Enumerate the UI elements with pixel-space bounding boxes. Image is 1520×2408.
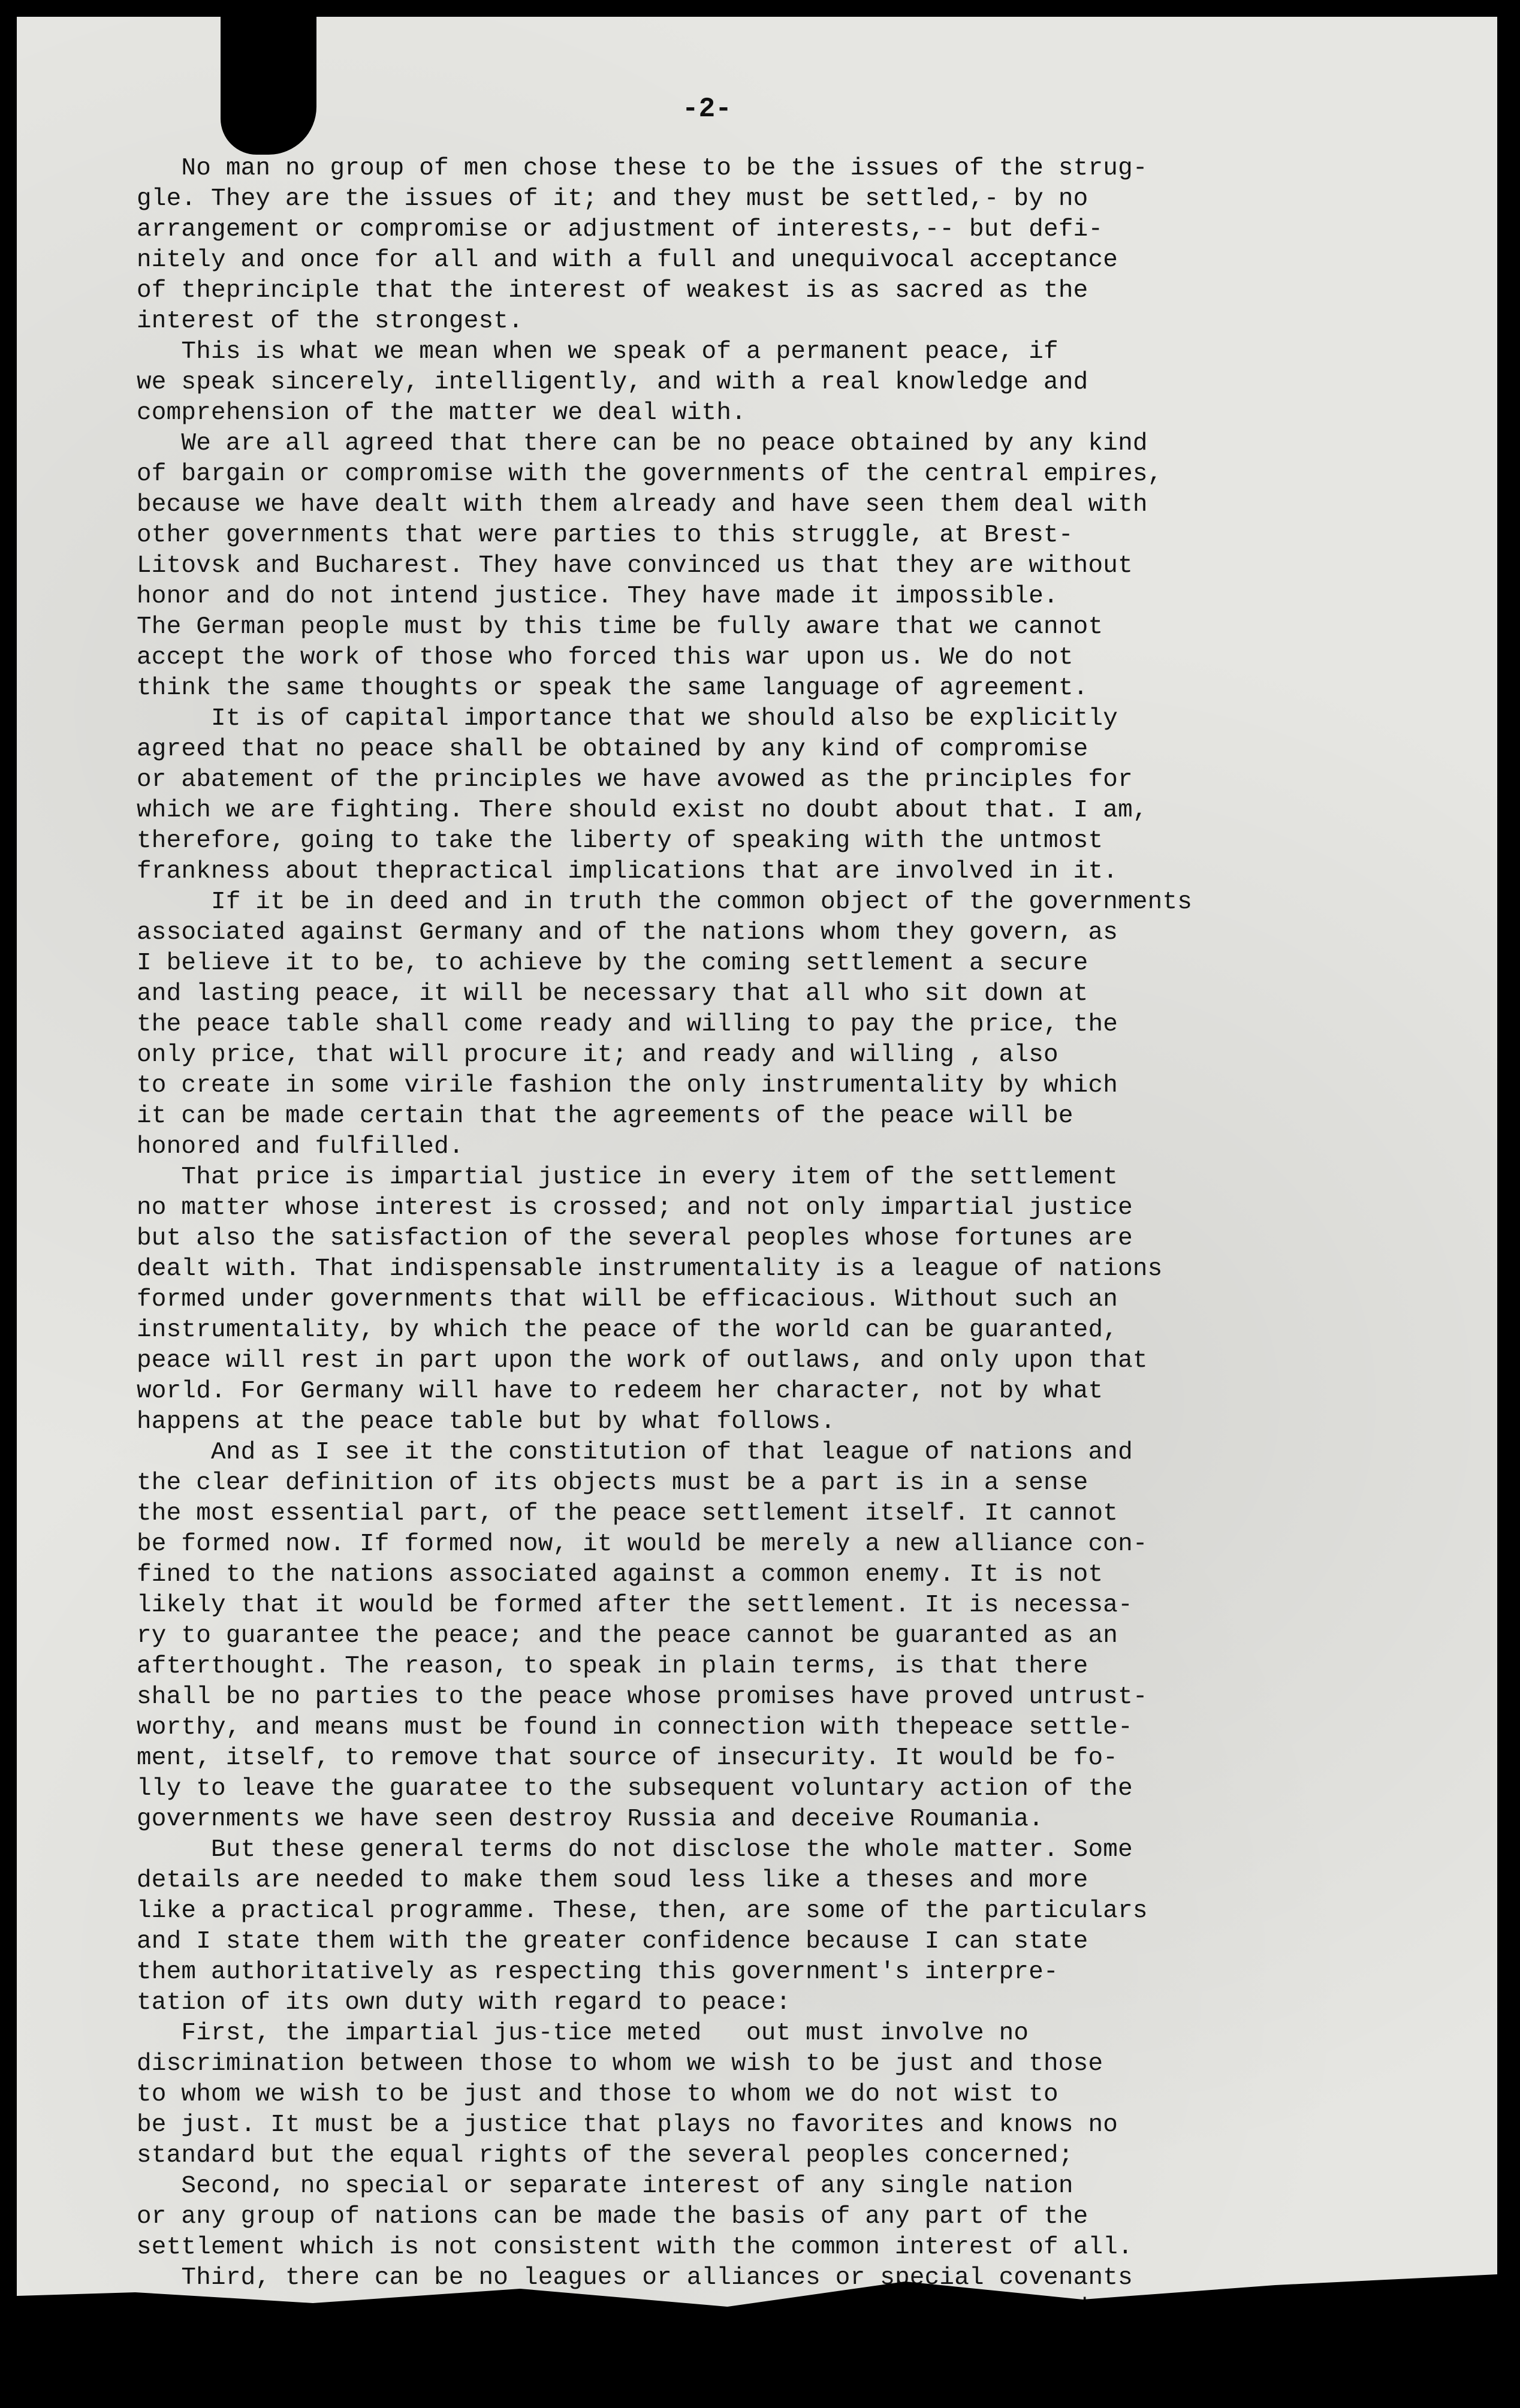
text-line: Third, there can be no leagues or alliances or special covenants — [137, 2264, 1133, 2292]
text-line: nitely and once for all and with a full and unequivocal acceptance — [137, 246, 1118, 274]
text-line: Litovsk and Bucharest. They have convinced us that they are without — [137, 552, 1133, 580]
text-line: likely that it would be formed after the settlement. It is necessa- — [137, 1592, 1133, 1619]
text-line: dealt with. That indispensable instrumentality is a league of nations — [137, 1255, 1163, 1283]
text-line: The German people must by this time be fully aware that we cannot — [137, 613, 1103, 641]
text-line: but also the satisfaction of the several peoples whose fortunes are — [137, 1225, 1133, 1252]
text-line: shall be no parties to the peace whose promises have proved untrust- — [137, 1683, 1148, 1711]
text-line: no matter whose interest is crossed; and not only impartial justice — [137, 1194, 1133, 1222]
text-line: of bargain or compromise with the governments of the central empires, — [137, 460, 1163, 488]
text-line: frankness about thepractical implications that are involved in it. — [137, 858, 1118, 885]
text-line: That price is impartial justice in every item of the settlement — [137, 1164, 1118, 1191]
text-line: other governments that were parties to this struggle, at Brest- — [137, 522, 1073, 549]
text-line: Second, no special or separate interest of any single nation — [137, 2172, 1073, 2200]
text-line: the clear definition of its objects must be a part is in a sense — [137, 1469, 1088, 1497]
text-line: peace will rest in part upon the work of outlaws, and only upon that — [137, 1347, 1148, 1375]
text-line: which we are fighting. There should exist no doubt about that. I am, — [137, 797, 1148, 824]
text-line: standard but the equal rights of the several peoples concerned; — [137, 2142, 1073, 2169]
text-line: the peace table shall come ready and willing to pay the price, the — [137, 1011, 1118, 1038]
text-line: worthy, and means must be found in connection with thepeace settle- — [137, 1714, 1133, 1741]
text-line: We are all agreed that there can be no peace obtained by any kind — [137, 430, 1148, 457]
text-line: only price, that will procure it; and ready and willing , also — [137, 1041, 1058, 1069]
text-line: world. For Germany will have to redeem her character, not by what — [137, 1378, 1103, 1405]
text-line: and I state them with the greater confidence because I can state — [137, 1928, 1088, 1955]
text-line: discrimination between those to whom we wish to be just and those — [137, 2050, 1103, 2078]
text-line: accept the work of those who forced this war upon us. We do not — [137, 644, 1073, 671]
text-line: settlement which is not consistent with the common interest of all. — [137, 2234, 1133, 2261]
text-line: because we have dealt with them already and have seen them deal with — [137, 491, 1148, 519]
text-line: them authoritatively as respecting this government's interpre- — [137, 1958, 1058, 1986]
text-line: formed under governments that will be efficacious. Without such an — [137, 1286, 1118, 1313]
text-line: to create in some virile fashion the only instrumentality by which — [137, 1072, 1118, 1099]
text-line: be just. It must be a justice that plays no favorites and knows no — [137, 2111, 1118, 2139]
text-line: interest of the strongest. — [137, 308, 523, 335]
text-line: And as I see it the constitution of that league of nations and — [137, 1439, 1133, 1466]
text-line: the most essential part, of the peace settlement itself. It cannot — [137, 1500, 1118, 1527]
text-line: This is what we mean when we speak of a permanent peace, if — [137, 338, 1058, 366]
text-line: honor and do not intend justice. They have made it impossible. — [137, 583, 1058, 610]
text-line: lly to leave the guaratee to the subsequent voluntary action of the — [137, 1775, 1133, 1803]
text-line: it can be made certain that the agreements of the peace will be — [137, 1102, 1073, 1130]
text-line: agreed that no peace shall be obtained by any kind of compromise — [137, 736, 1088, 763]
text-line: gle. They are the issues of it; and they must be settled,- by no — [137, 185, 1088, 213]
text-line: be formed now. If formed now, it would be merely a new alliance con- — [137, 1530, 1148, 1558]
text-line: to whom we wish to be just and those to whom we do not wist to — [137, 2081, 1058, 2108]
text-line: we speak sincerely, intelligently, and with a real knowledge and — [137, 369, 1088, 396]
text-line: think the same thoughts or speak the same language of agreement. — [137, 674, 1088, 702]
text-line: arrangement or compromise or adjustment of interests,-- but defi- — [137, 216, 1103, 243]
document-page — [17, 17, 1497, 2325]
text-line: of theprinciple that the interest of weakest is as sacred as the — [137, 277, 1088, 305]
page-number: -2- — [682, 94, 732, 125]
text-line: details are needed to make them soud less like a theses and more — [137, 1867, 1088, 1894]
text-line: But these general terms do not disclose the whole matter. Some — [137, 1836, 1133, 1864]
typed-text-body — [137, 153, 1443, 2324]
text-line: instrumentality, by which the peace of the world can be guaranted, — [137, 1316, 1118, 1344]
text-line: First, the impartial jus-tice meted out must involve no — [137, 2020, 1029, 2047]
text-line: No man no group of men chose these to be the issues of the strug- — [137, 155, 1148, 182]
text-line: therefore, going to take the liberty of speaking with the untmost — [137, 827, 1103, 855]
text-line: afterthought. The reason, to speak in plain terms, is that there — [137, 1653, 1088, 1680]
torn-corner — [221, 17, 316, 155]
text-line: ment, itself, to remove that source of insecurity. It would be fo- — [137, 1744, 1118, 1772]
text-line: ry to guarantee the peace; and the peace cannot be guaranted as an — [137, 1622, 1118, 1650]
text-line: If it be in deed and in truth the common object of the governments — [137, 888, 1193, 916]
text-line: comprehension of the matter we deal with. — [137, 399, 746, 427]
text-line: and lasting peace, it will be necessary that all who sit down at — [137, 980, 1088, 1008]
text-line: honored and fulfilled. — [137, 1133, 464, 1161]
text-line: happens at the peace table but by what follows. — [137, 1408, 836, 1436]
text-line: tation of its own duty with regard to peace: — [137, 1989, 791, 2017]
text-line: I believe it to be, to achieve by the coming settlement a secure — [137, 950, 1088, 977]
text-line: fined to the nations associated against a common enemy. It is not — [137, 1561, 1103, 1589]
text-line: governments we have seen destroy Russia and deceive Roumania. — [137, 1806, 1044, 1833]
text-line: or abatement of the principles we have avowed as the principles for — [137, 766, 1133, 794]
text-line: associated against Germany and of the nations whom they govern, as — [137, 919, 1118, 947]
text-line: or any group of nations can be made the basis of any part of the — [137, 2203, 1088, 2231]
text-line: It is of capital importance that we should also be explicitly — [137, 705, 1118, 733]
text-line: like a practical programme. These, then, are some of the particulars — [137, 1897, 1148, 1925]
